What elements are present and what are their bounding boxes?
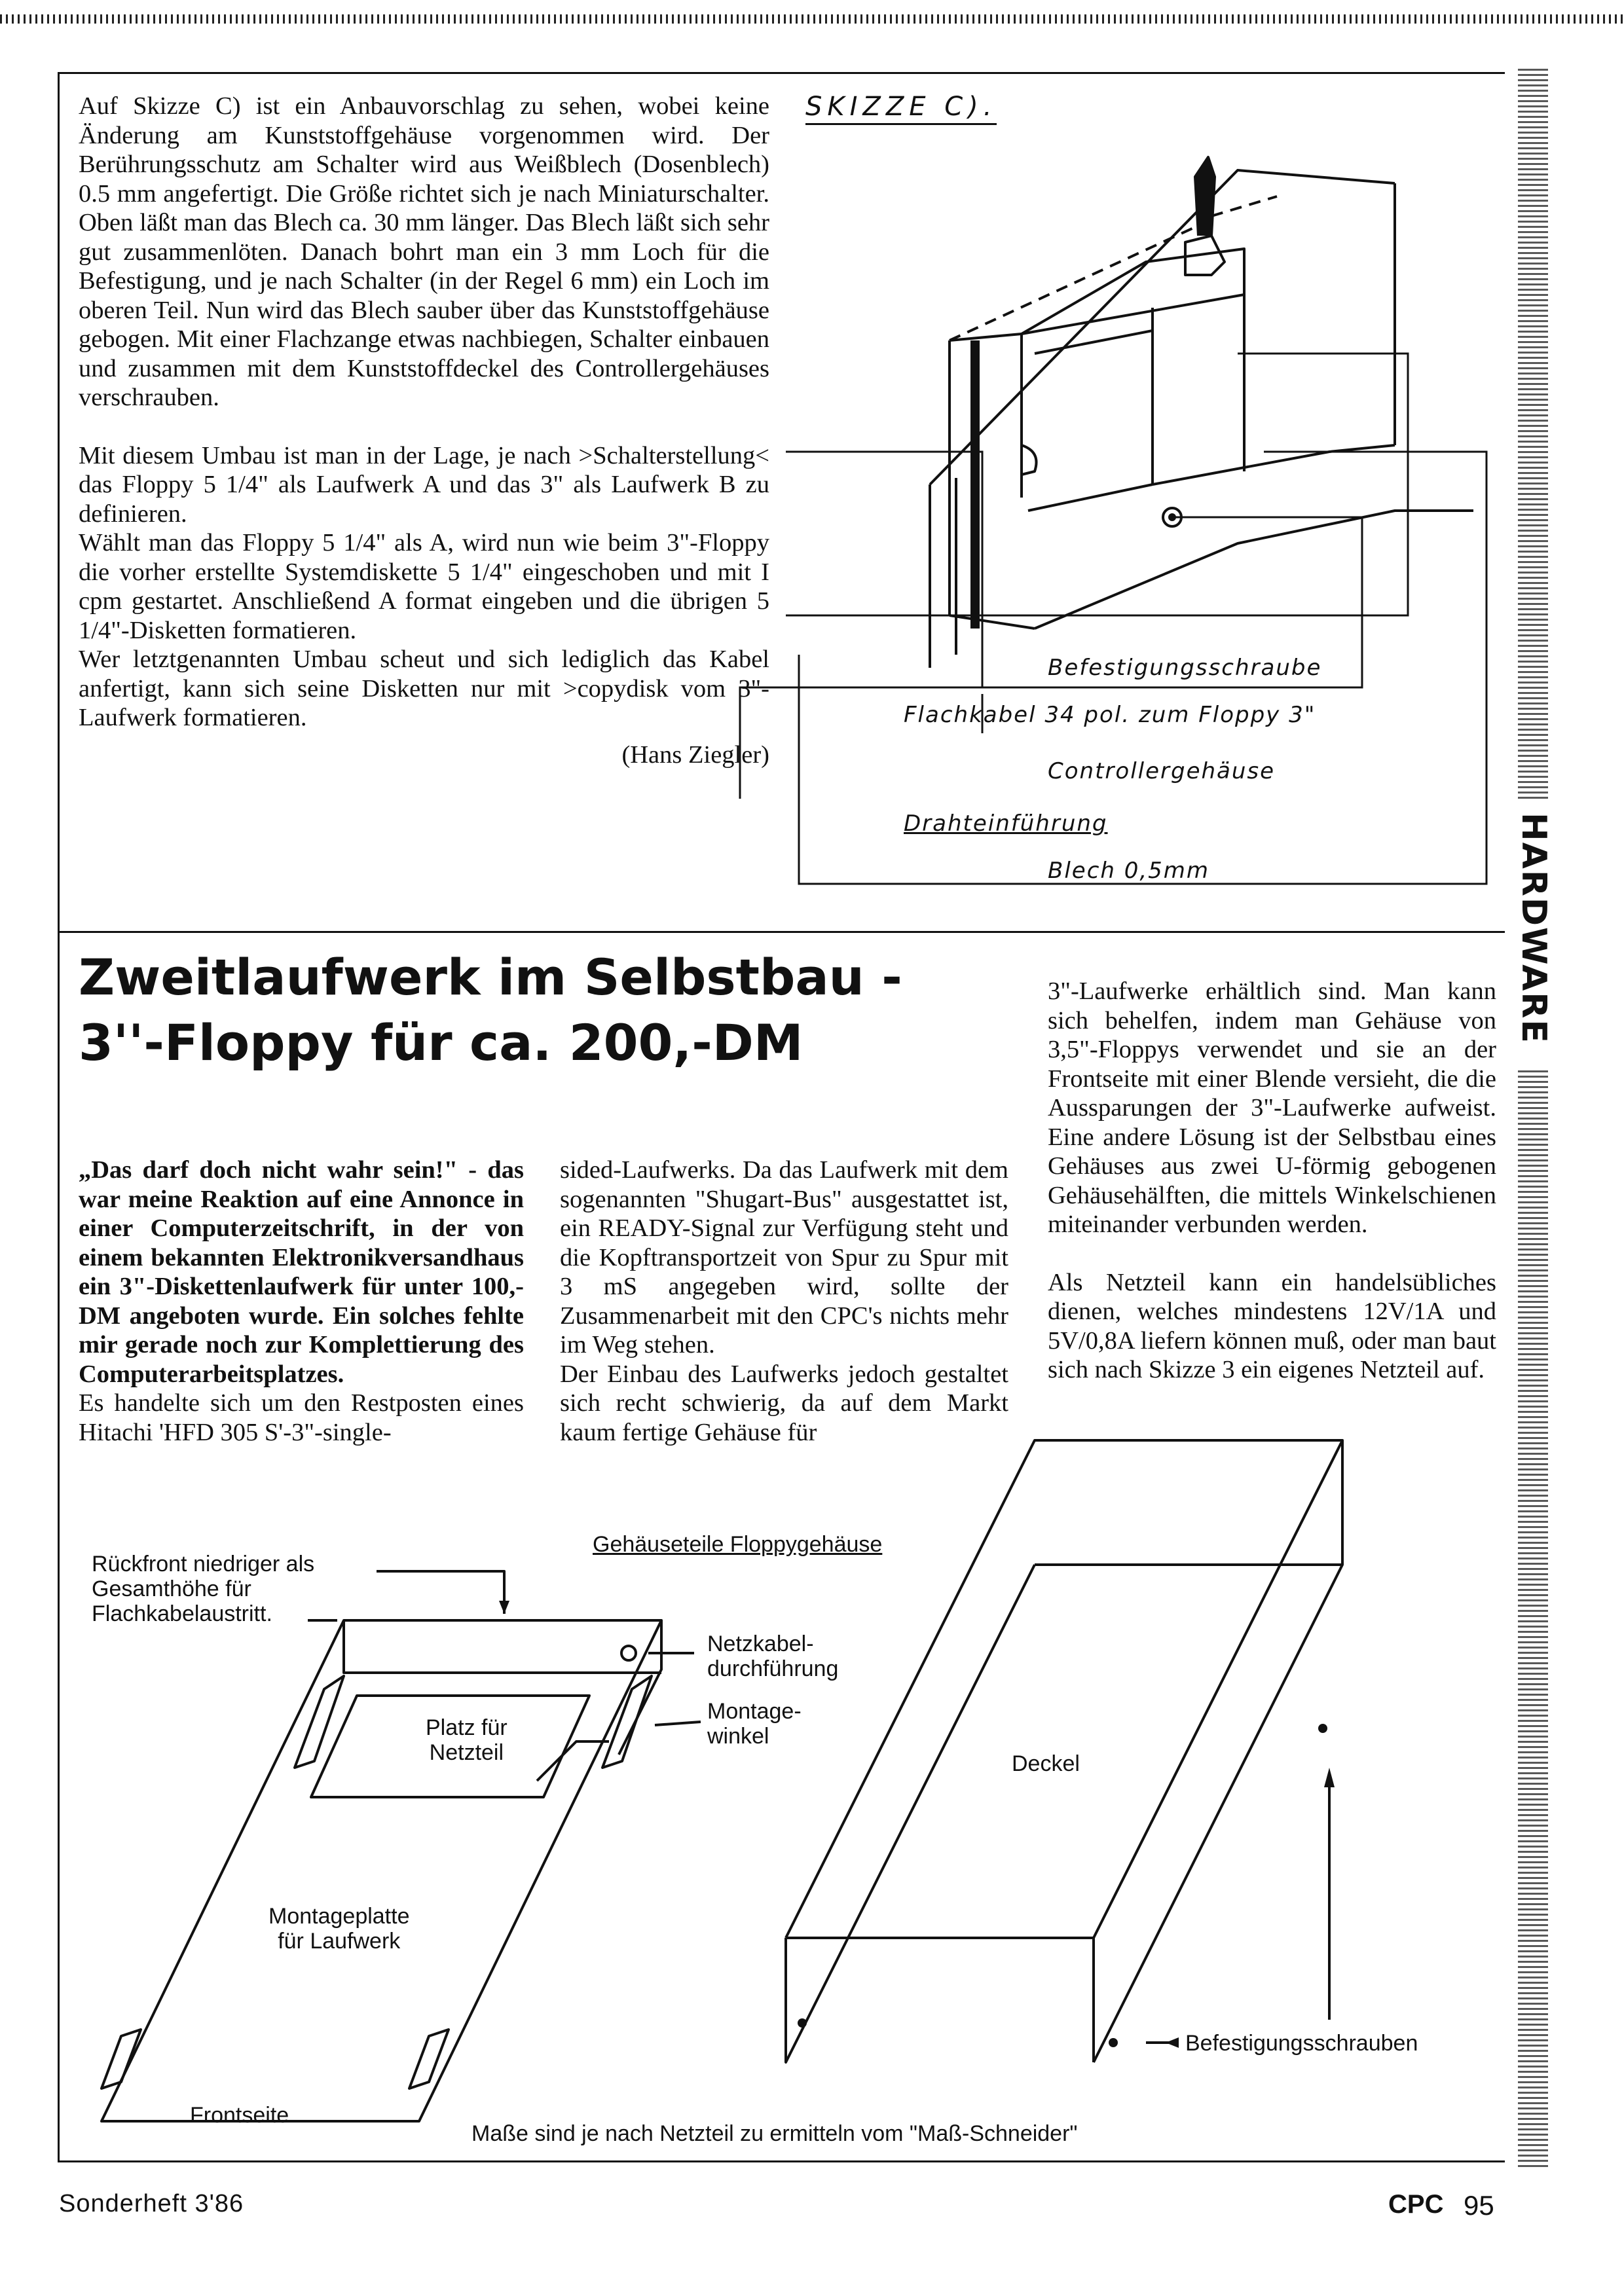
label-deckel: Deckel xyxy=(1012,1751,1080,1776)
article-col2-a: sided-Laufwerks. Da das Laufwerk mit dem sogenannten "Shugart-Bus" ausgestattet ist, ein READY-Signal zur Verfügung steht und die Kopftransportzeit von Spur zu Spur mit 3 mS angegeben wird, sollte der Zusammenarbeit mit den CPC's nichts mehr im Weg stehen. xyxy=(560,1156,1008,1358)
label-rueckfront-line-1: Rückfront niedriger als xyxy=(92,1552,315,1576)
article-col3-a: 3"-Laufwerke erhältlich sind. Man kann sich behelfen, indem man Gehäuse von 3,5"-Floppys verwendet und sie an der Frontseite mit einer Blende versieht, die die Aussparungen der 3"-Laufwerke aufweist. Eine andere Lösung ist der Selbstbau eines Gehäuses aus zwei U-förmig gebogenen Gehäusehälften, die mittels Winkelschienen miteinander verbunden werden. xyxy=(1048,977,1496,1238)
figure-title: Gehäuseteile Floppygehäuse xyxy=(593,1532,883,1557)
label-netzkabel xyxy=(707,1631,838,1681)
label-montagewinkel-line-1: Montage- xyxy=(707,1699,802,1724)
headline-line-1: Zweitlaufwerk im Selbstbau - xyxy=(79,948,902,1006)
label-blech: Blech 0,5mm xyxy=(1048,858,1210,884)
label-montageplatte xyxy=(268,1904,410,1954)
top-paragraph-4: Wer letztgenannten Umbau scheut und sich lediglich das Kabel anfertigt, kann sich seine Disketten nur mit >copydisk vom 3"-Laufwerk formatieren. xyxy=(79,646,769,731)
label-drahteinfuehrung: Drahteinführung xyxy=(904,811,1108,837)
author-credit: (Hans Ziegler) xyxy=(621,740,769,769)
top-paragraph-3: Wählt man das Floppy 5 1/4" als A, wird nun wie beim 3"-Floppy die vorher erstellte Systemdiskette 5 1/4" eingeschoben und mit I cpm gestartet. Anschließend A format eingeben und die übrigen 5 1/4"-Disketten formatieren. xyxy=(79,529,769,644)
article-col3-b: Als Netzteil kann ein handelsübliches dienen, welches mindestens 12V/1A und 5V/0,8A liefern können muß, oder man baut sich nach Skizze 3 ein eigenes Netzteil auf. xyxy=(1048,1268,1496,1383)
page-number: 95 xyxy=(1464,2190,1494,2221)
article-col1-end: Es handelte sich um den Restposten eines Hitachi 'HFD 305 S'-3"-single- xyxy=(79,1389,524,1446)
label-montageplatte-line-1: Montageplatte xyxy=(268,1904,410,1929)
article-lead: „Das darf doch nicht wahr sein!" - das war meine Reaktion auf eine Annonce in einer Computerzeitschrift, in der von einem bekannten Elektronikversandhaus ein 3"-Diskettenlaufwerk für unter 100,- DM angeboten wurde. Ein solches fehlte mir gerade noch zur Komplettierung des Computerarbeitsplatzes. xyxy=(79,1156,524,1388)
label-befestigungsschraube: Befestigungsschraube xyxy=(1048,655,1322,681)
label-montageplatte-line-2: für Laufwerk xyxy=(278,1929,401,1954)
label-frontseite: Frontseite xyxy=(190,2103,289,2128)
label-platz-line-1: Platz für xyxy=(426,1715,507,1740)
label-platz-line-2: Netzteil xyxy=(429,1740,504,1765)
footer-brand: CPC xyxy=(1388,2190,1444,2219)
label-controllergehaeuse: Controllergehäuse xyxy=(1048,758,1276,784)
label-platz-netzteil xyxy=(426,1715,507,1765)
sketch-c-title: SKIZZE C). xyxy=(805,92,997,125)
top-paragraph-1: Auf Skizze C) ist ein Anbauvorschlag zu sehen, wobei keine Änderung am Kunststoffgehäuse vorgenommen wird. Der Berührungsschutz am Schalter wird aus Weißblech (Dosenblech) 0.5 mm angefertigt. Die Größe richtet sich je nach Miniaturschalter. Oben läßt man das Blech ca. 30 mm länger. Das Blech läßt sich sehr gut zusammenlöten. Danach bohrt man ein 3 mm Loch für die Befestigung, und je nach Schalter (in der Regel 6 mm) ein Loch im oberen Teil. Nun wird das Blech sauber über das Kunststoffgehäuse gebogen. Mit einer Flachzange etwas nachbiegen, Schalter einbauen und zusammen mit dem Kunststoffdeckel des Controllergehäuses verschrauben. xyxy=(79,92,769,411)
label-befestigungsschrauben: Befestigungsschrauben xyxy=(1185,2031,1418,2056)
label-netzkabel-line-1: Netzkabel- xyxy=(707,1631,814,1656)
label-montagewinkel xyxy=(707,1699,802,1749)
label-rueckfront xyxy=(92,1552,314,1626)
label-rueckfront-line-3: Flachkabelaustritt. xyxy=(92,1601,272,1626)
figure-caption: Maße sind je nach Netzteil zu ermitteln vom "Maß-Schneider" xyxy=(471,2121,1078,2146)
label-rueckfront-line-2: Gesamthöhe für xyxy=(92,1576,251,1601)
label-netzkabel-line-2: durchführung xyxy=(707,1656,839,1681)
section-label: HARDWARE xyxy=(1514,812,1553,1044)
label-flachkabel: Flachkabel 34 pol. zum Floppy 3" xyxy=(904,702,1316,728)
label-montagewinkel-line-2: winkel xyxy=(707,1724,769,1749)
article-col2-b: Der Einbau des Laufwerks jedoch gestaltet sich recht schwierig, da auf dem Markt kaum fertige Gehäuse für xyxy=(560,1360,1008,1446)
top-paragraph-2: Mit diesem Umbau ist man in der Lage, je nach >Schalterstellung< das Floppy 5 1/4" als Laufwerk A und das 3" als Laufwerk B zu definieren. xyxy=(79,441,769,528)
footer-issue: Sonderheft 3'86 xyxy=(59,2190,244,2217)
headline-line-2: 3''-Floppy für ca. 200,-DM xyxy=(79,1013,803,1072)
